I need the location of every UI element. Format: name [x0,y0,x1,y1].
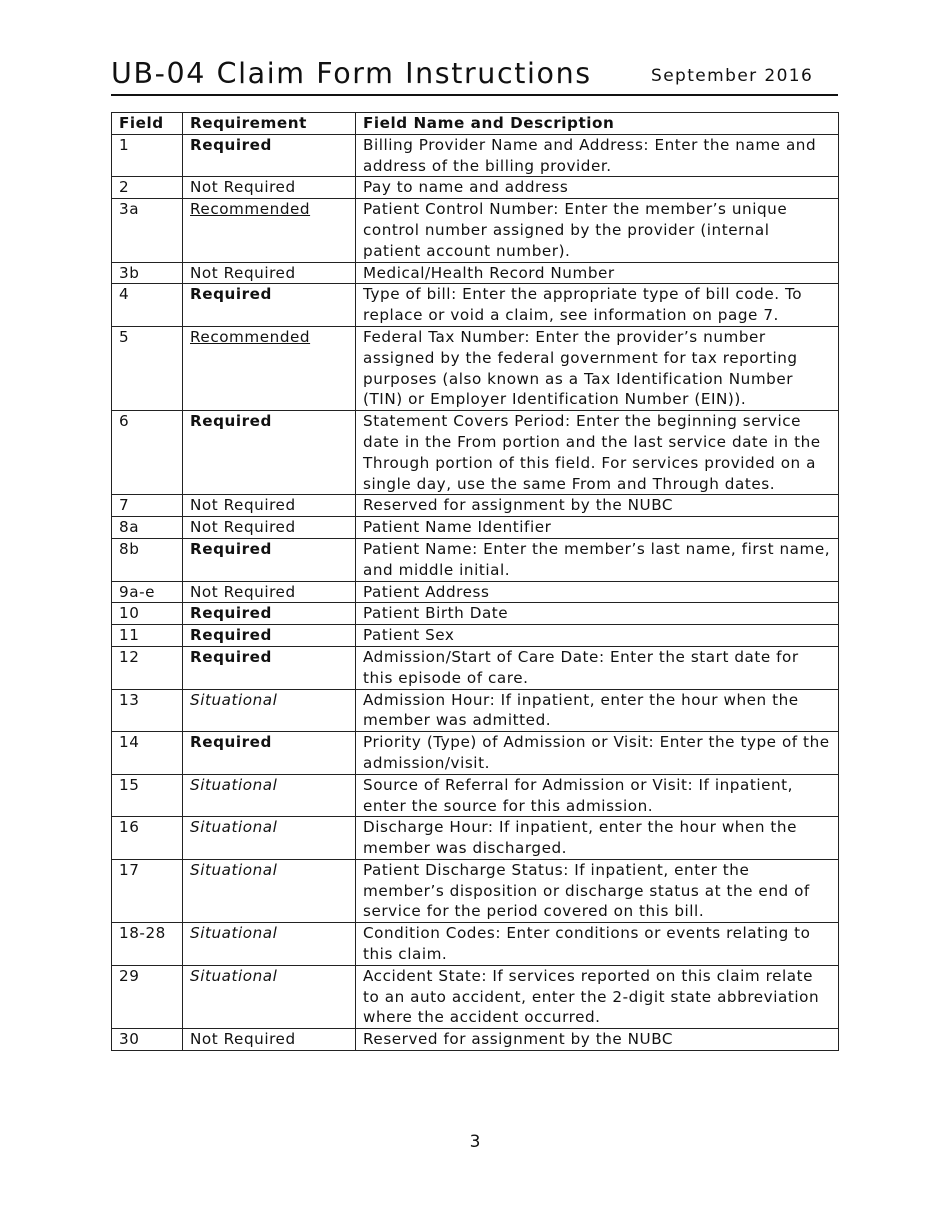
table-row [112,199,839,262]
field-description-cell: Statement Covers Period: Enter the beginning service date in the From portion and the last service date in the Through portion of this field. For services provided on a single day, use the same From and Through dates. [356,411,839,495]
field-number-cell: 18-28 [112,923,183,966]
table-header-row [112,113,839,135]
field-number-cell: 8a [112,517,183,539]
field-number-cell: 9a-e [112,581,183,603]
requirement-cell [183,517,356,539]
requirement-label: Recommended [190,200,311,219]
requirement-label: Situational [190,690,278,709]
requirement-cell [183,538,356,581]
field-number-cell: 29 [112,965,183,1028]
field-description-cell: Patient Discharge Status: If inpatient, enter the member’s disposition or discharge status at the end of service for the period covered on this bill. [356,859,839,922]
field-number-cell: 10 [112,603,183,625]
table-row [112,646,839,689]
requirement-label: Required [190,539,272,558]
table-row [112,923,839,966]
table-row [112,495,839,517]
requirement-cell [183,923,356,966]
requirement-cell [183,581,356,603]
table-row [112,411,839,495]
table-row [112,538,839,581]
requirement-cell [183,326,356,410]
table-row [112,326,839,410]
field-requirements-table [111,112,839,1051]
field-description-cell: Patient Control Number: Enter the member’s unique control number assigned by the provider (internal patient account number). [356,199,839,262]
field-number-cell: 30 [112,1029,183,1051]
requirement-cell [183,177,356,199]
requirement-label: Not Required [190,496,296,515]
requirement-label: Required [190,604,272,623]
requirement-cell [183,732,356,775]
table-row [112,732,839,775]
requirement-cell [183,495,356,517]
field-number-cell: 6 [112,411,183,495]
requirement-cell [183,603,356,625]
field-number-cell: 5 [112,326,183,410]
field-description-cell: Patient Name Identifier [356,517,839,539]
field-description-cell: Accident State: If services reported on this claim relate to an auto accident, enter the 2-digit state abbreviation where the accident occurred. [356,965,839,1028]
column-header-description: Field Name and Description [356,113,839,135]
requirement-cell [183,859,356,922]
requirement-cell [183,199,356,262]
field-description-cell: Type of bill: Enter the appropriate type of bill code. To replace or void a claim, see information on page 7. [356,284,839,327]
field-description-cell: Patient Name: Enter the member’s last name, first name, and middle initial. [356,538,839,581]
requirement-cell [183,774,356,817]
table-row [112,262,839,284]
requirement-label: Situational [190,860,278,879]
requirement-cell [183,134,356,177]
table-row [112,177,839,199]
requirement-label: Required [190,412,272,431]
field-number-cell: 13 [112,689,183,732]
field-description-cell: Priority (Type) of Admission or Visit: Enter the type of the admission/visit. [356,732,839,775]
field-number-cell: 2 [112,177,183,199]
field-description-cell: Billing Provider Name and Address: Enter the name and address of the billing provider. [356,134,839,177]
requirement-label: Situational [190,966,278,985]
requirement-cell [183,411,356,495]
field-description-cell: Condition Codes: Enter conditions or events relating to this claim. [356,923,839,966]
field-number-cell: 17 [112,859,183,922]
field-description-cell: Source of Referral for Admission or Visit: If inpatient, enter the source for this admission. [356,774,839,817]
requirement-cell [183,625,356,647]
table-row [112,625,839,647]
field-number-cell: 16 [112,817,183,860]
requirement-cell [183,689,356,732]
field-description-cell: Admission/Start of Care Date: Enter the start date for this episode of care. [356,646,839,689]
field-description-cell: Patient Address [356,581,839,603]
table-row [112,581,839,603]
requirement-label: Not Required [190,582,296,601]
requirement-cell [183,817,356,860]
field-description-cell: Discharge Hour: If inpatient, enter the hour when the member was discharged. [356,817,839,860]
field-number-cell: 7 [112,495,183,517]
field-number-cell: 11 [112,625,183,647]
requirement-label: Not Required [190,263,296,282]
requirement-label: Required [190,135,272,154]
requirement-cell [183,646,356,689]
page-header [111,56,838,96]
field-number-cell: 15 [112,774,183,817]
field-description-cell: Reserved for assignment by the NUBC [356,495,839,517]
field-description-cell: Reserved for assignment by the NUBC [356,1029,839,1051]
field-number-cell: 14 [112,732,183,775]
requirement-label: Recommended [190,327,311,346]
field-description-cell: Admission Hour: If inpatient, enter the hour when the member was admitted. [356,689,839,732]
field-description-cell: Federal Tax Number: Enter the provider’s number assigned by the federal government for tax reporting purposes (also known as a Tax Identification Number (TIN) or Employer Identification Number (EIN)). [356,326,839,410]
table-row [112,603,839,625]
column-header-field: Field [112,113,183,135]
table-row [112,774,839,817]
table-body [112,134,839,1050]
requirement-cell [183,965,356,1028]
requirement-label: Required [190,285,272,304]
field-number-cell: 3b [112,262,183,284]
requirement-label: Not Required [190,518,296,537]
requirement-label: Required [190,733,272,752]
requirement-label: Situational [190,924,278,943]
requirement-label: Not Required [190,1030,296,1049]
requirement-label: Situational [190,775,278,794]
field-description-cell: Medical/Health Record Number [356,262,839,284]
field-description-cell: Pay to name and address [356,177,839,199]
table-row [112,134,839,177]
page-number: 3 [469,1132,481,1152]
requirement-cell [183,284,356,327]
table-row [112,817,839,860]
table-row [112,689,839,732]
table-row [112,1029,839,1051]
table-row [112,284,839,327]
field-number-cell: 1 [112,134,183,177]
document-title: UB-04 Claim Form Instructions [111,57,592,90]
field-number-cell: 8b [112,538,183,581]
field-description-cell: Patient Birth Date [356,603,839,625]
requirement-label: Required [190,647,272,666]
table-row [112,965,839,1028]
requirement-label: Not Required [190,178,296,197]
requirement-cell [183,262,356,284]
table-row [112,859,839,922]
field-description-cell: Patient Sex [356,625,839,647]
column-header-requirement: Requirement [183,113,356,135]
field-number-cell: 12 [112,646,183,689]
field-number-cell: 4 [112,284,183,327]
table-row [112,517,839,539]
requirement-cell [183,1029,356,1051]
requirement-label: Situational [190,818,278,837]
document-date: September 2016 [651,66,814,86]
requirement-label: Required [190,626,272,645]
field-number-cell: 3a [112,199,183,262]
